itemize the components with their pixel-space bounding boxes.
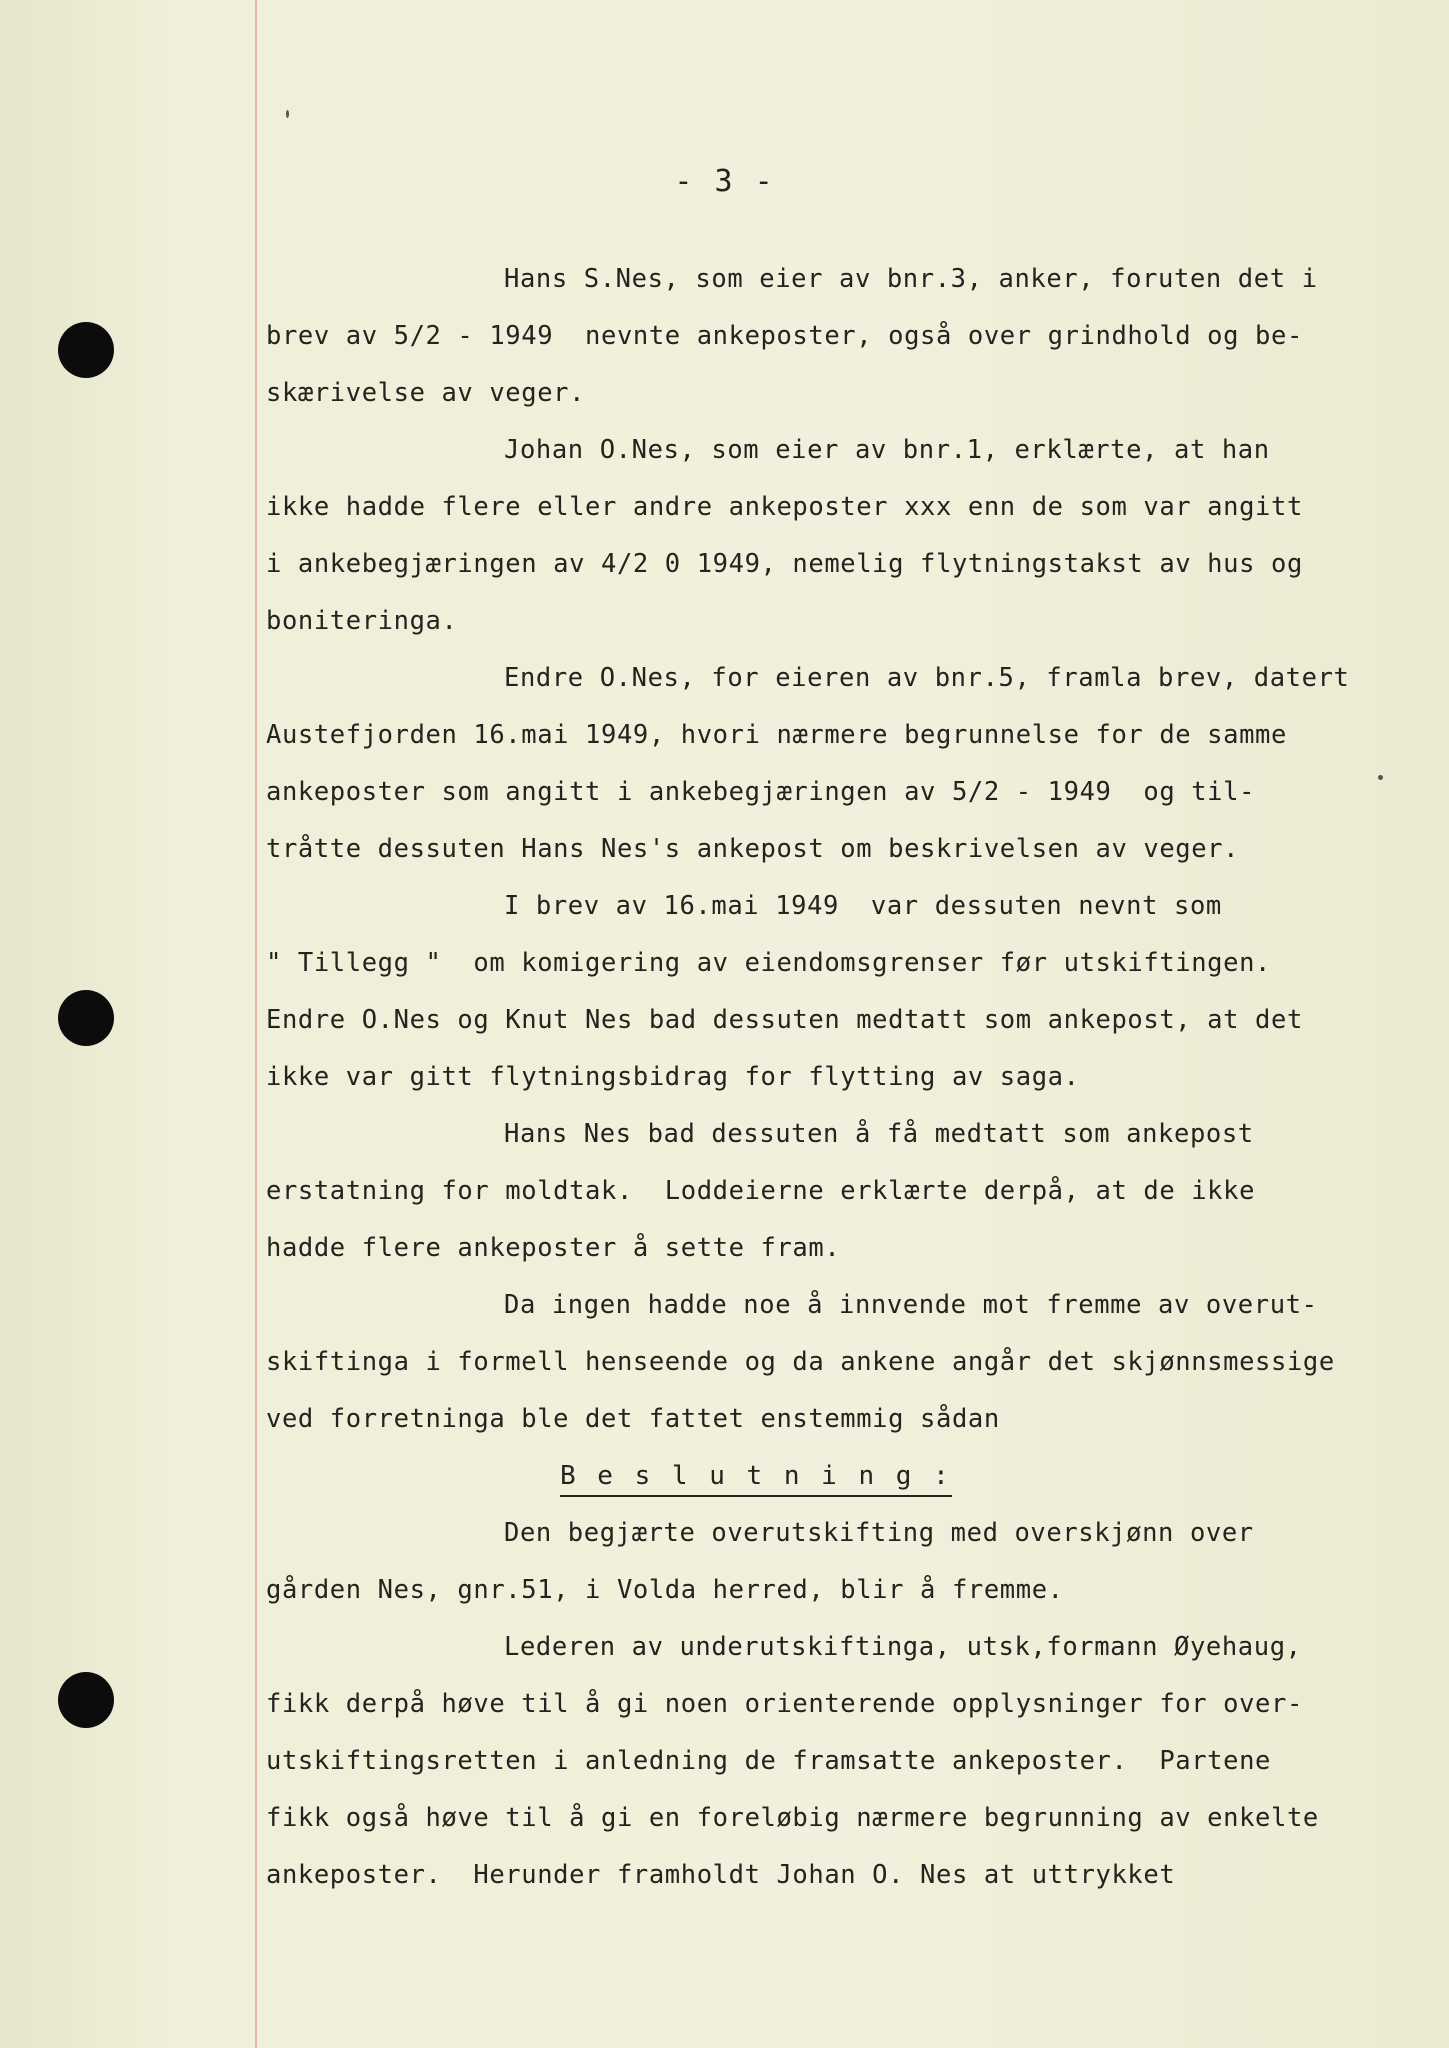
text-line: Den begjærte overutskifting med overskjønn over xyxy=(504,1518,1254,1548)
text-line: Hans S.Nes, som eier av bnr.3, anker, foruten det i xyxy=(504,264,1318,294)
text-line: i ankebegjæringen av 4/2 0 1949, nemelig flytningstakst av hus og xyxy=(266,549,1303,579)
text-line: skærivelse av veger. xyxy=(266,378,586,408)
text-line: Hans Nes bad dessuten å få medtatt som ankepost xyxy=(504,1119,1254,1149)
text-line: Austefjorden 16.mai 1949, hvori nærmere begrunnelse for de samme xyxy=(266,720,1287,750)
ink-speck xyxy=(286,110,289,118)
text-line: brev av 5/2 - 1949 nevnte ankeposter, også over grindhold og be- xyxy=(266,321,1303,351)
text-line: boniteringa. xyxy=(266,606,458,636)
text-line: skiftinga i formell henseende og da ankene angår det skjønnsmessige xyxy=(266,1347,1335,1377)
text-line: hadde flere ankeposter å sette fram. xyxy=(266,1233,841,1263)
text-line: tråtte dessuten Hans Nes's ankepost om beskrivelsen av veger. xyxy=(266,834,1240,864)
text-line: Endre O.Nes, for eieren av bnr.5, framla brev, datert xyxy=(504,663,1350,693)
page-number: - 3 - xyxy=(674,164,775,199)
body-text xyxy=(266,251,1426,1904)
text-line: Johan O.Nes, som eier av bnr.1, erklærte, at han xyxy=(504,435,1270,465)
text-line: I brev av 16.mai 1949 var dessuten nevnt som xyxy=(504,891,1222,921)
heading-text: B e s l u t n i n g : xyxy=(560,1461,952,1497)
text-line: ankeposter. Herunder framholdt Johan O. Nes at uttrykket xyxy=(266,1860,1176,1890)
section-heading xyxy=(266,1448,1426,1505)
text-line: ikke var gitt flytningsbidrag for flytting av saga. xyxy=(266,1062,1080,1092)
punch-hole xyxy=(58,322,114,378)
punch-hole xyxy=(58,1672,114,1728)
punch-hole xyxy=(58,990,114,1046)
text-line: fikk også høve til å gi en foreløbig nærmere begrunning av enkelte xyxy=(266,1803,1319,1833)
text-line: Da ingen hadde noe å innvende mot fremme av overut- xyxy=(504,1290,1318,1320)
margin-line xyxy=(255,0,257,2048)
text-line: Lederen av underutskiftinga, utsk,formann Øyehaug, xyxy=(504,1632,1302,1662)
text-line: " Tillegg " om komigering av eiendomsgrenser før utskiftingen. xyxy=(266,948,1271,978)
text-line: utskiftingsretten i anledning de framsatte ankeposter. Partene xyxy=(266,1746,1271,1776)
text-line: ved forretninga ble det fattet enstemmig sådan xyxy=(266,1404,1000,1434)
text-line: fikk derpå høve til å gi noen orienterende opplysninger for over- xyxy=(266,1689,1303,1719)
text-line: ankeposter som angitt i ankebegjæringen av 5/2 - 1949 og til- xyxy=(266,777,1256,807)
text-line: gården Nes, gnr.51, i Volda herred, blir å fremme. xyxy=(266,1575,1064,1605)
text-line: Endre O.Nes og Knut Nes bad dessuten medtatt som ankepost, at det xyxy=(266,1005,1303,1035)
text-line: ikke hadde flere eller andre ankeposter xxx enn de som var angitt xyxy=(266,492,1303,522)
text-line: erstatning for moldtak. Loddeierne erklærte derpå, at de ikke xyxy=(266,1176,1256,1206)
